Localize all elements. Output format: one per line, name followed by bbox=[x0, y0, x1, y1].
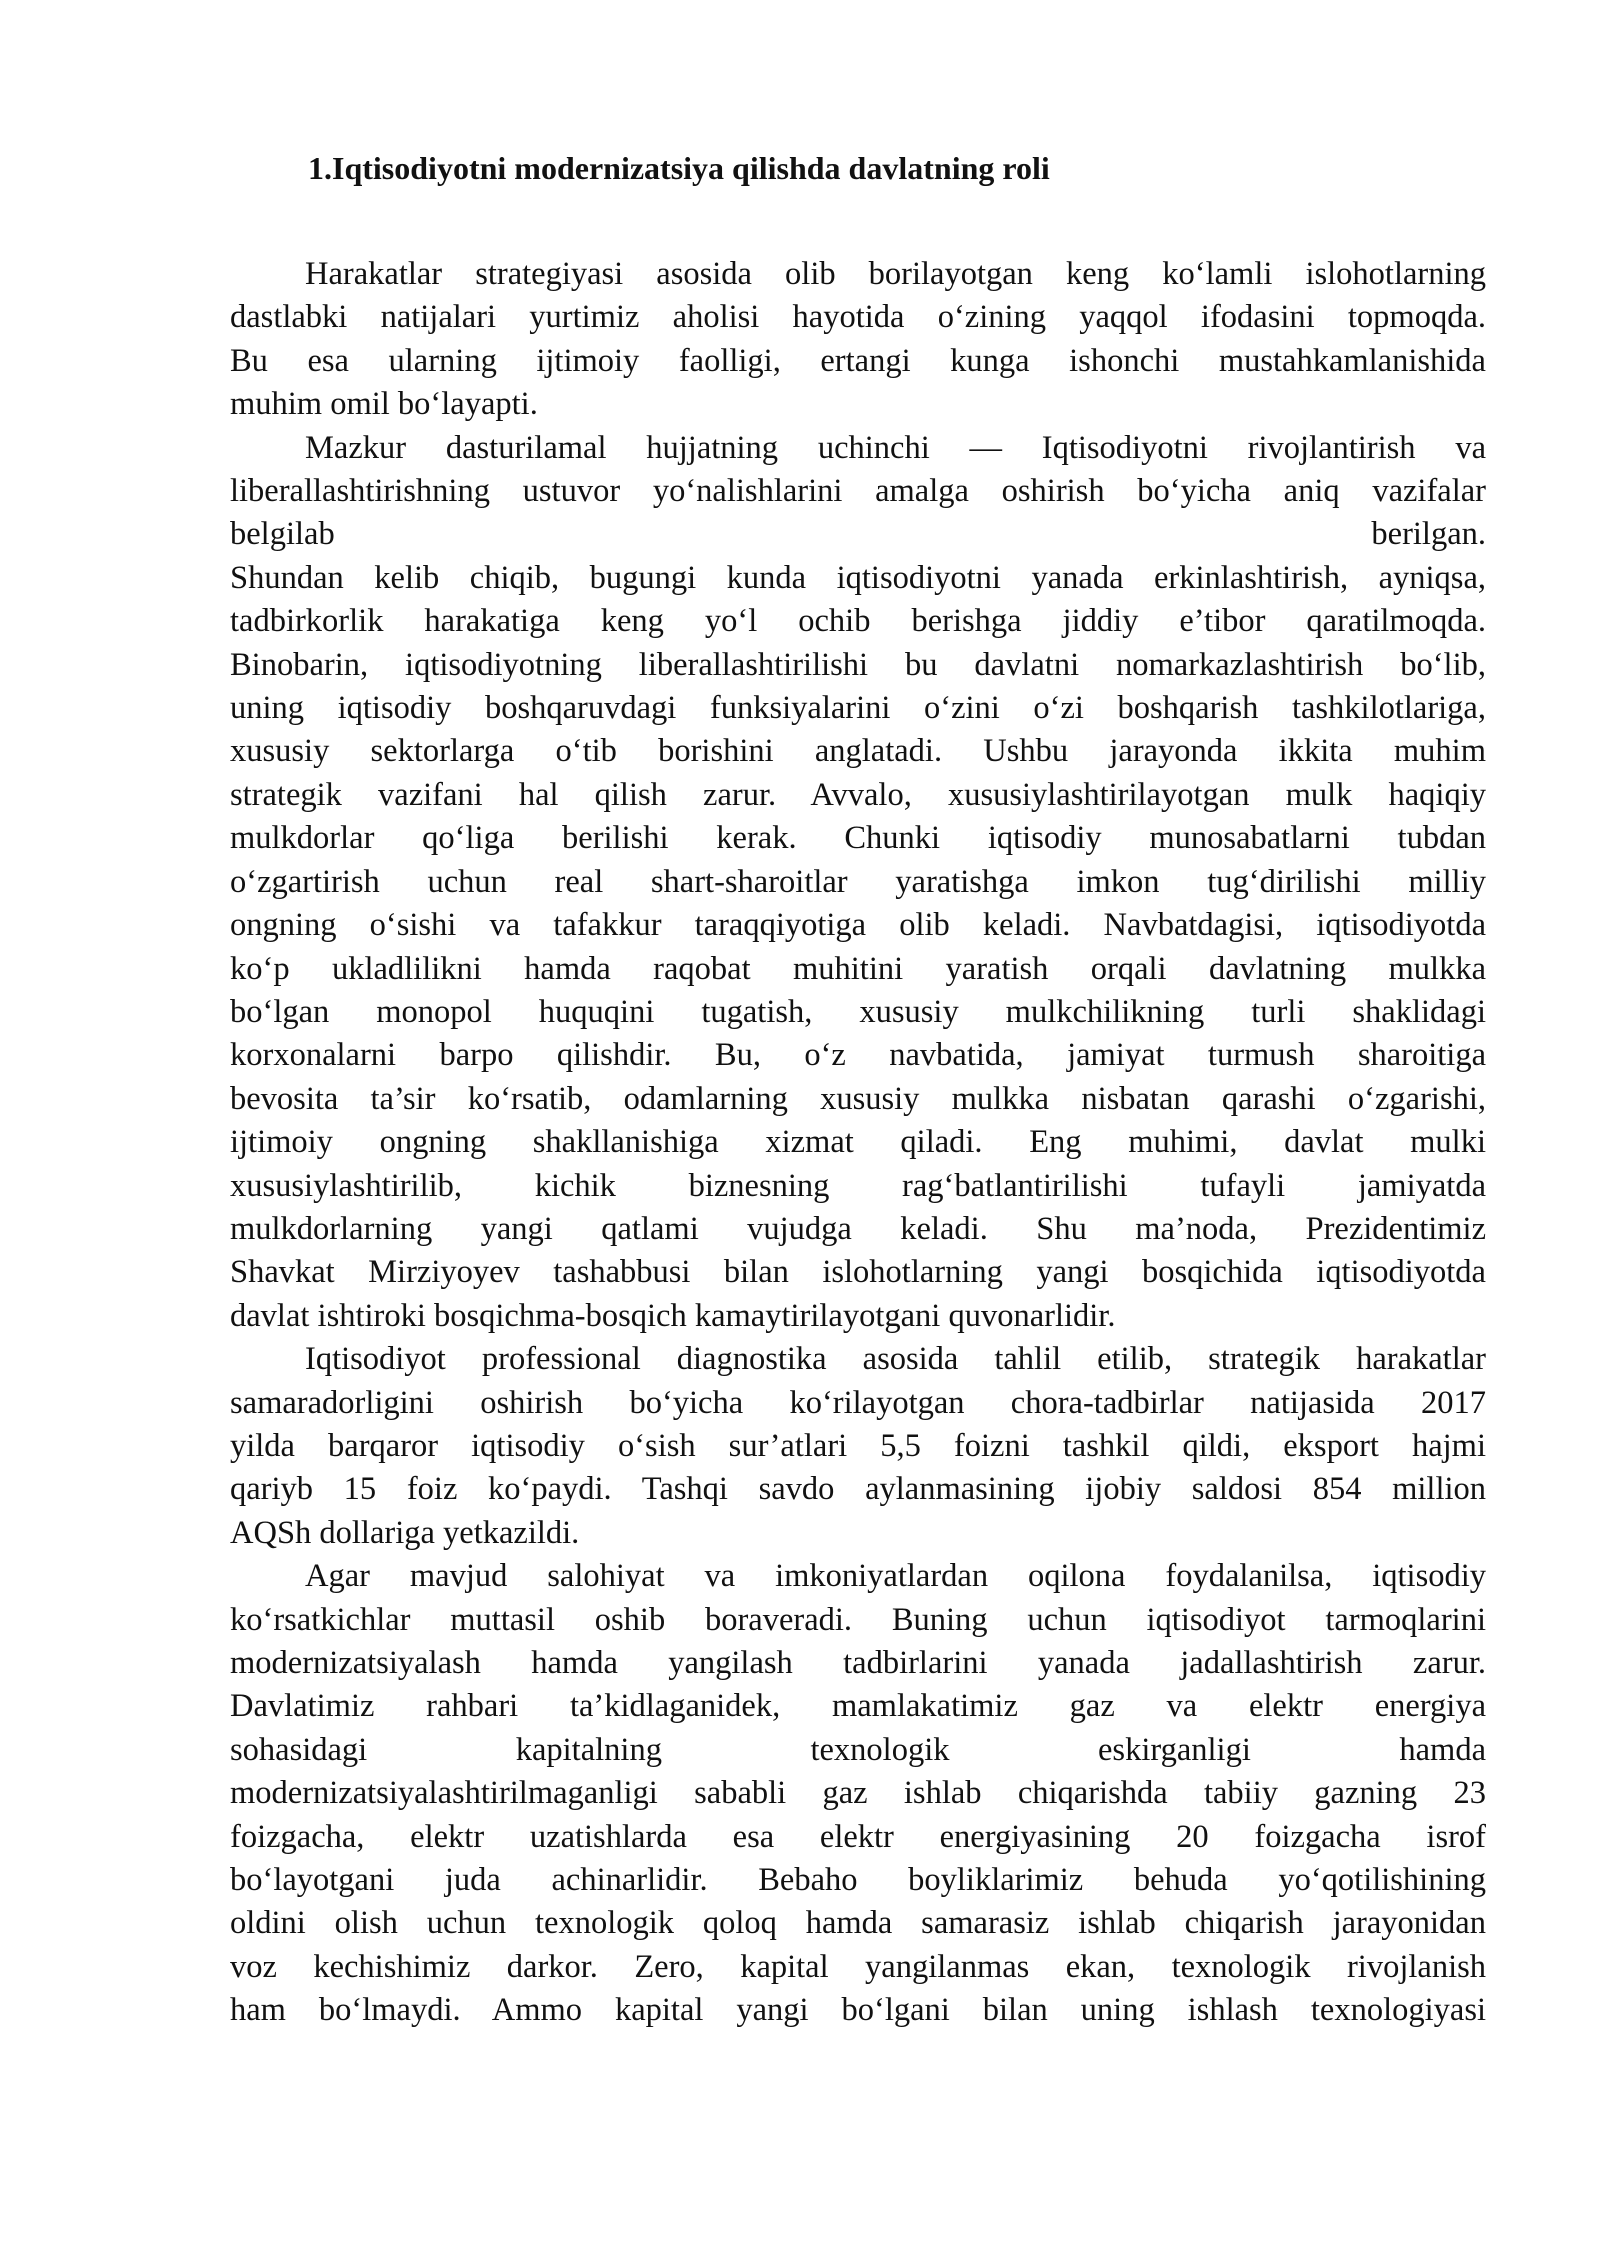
text-line: Shundan kelib chiqib, bugungi kunda iqtisodiyotni yanada erkinlashtirish, ayniqsa, bbox=[230, 559, 1486, 596]
text-line: xususiylashtirilib, kichik biznesning rag‘batlantirilishi tufayli jamiyatda bbox=[230, 1167, 1486, 1204]
text-line: Iqtisodiyot professional diagnostika asosida tahlil etilib, strategik harakatlar bbox=[305, 1341, 1486, 1378]
text-line: Bu esa ularning ijtimoiy faolligi, ertangi kunga ishonchi mustahkamlanishida bbox=[230, 342, 1486, 379]
text-line: tadbirkorlik harakatiga keng yo‘l ochib berishga jiddiy e’tibor qaratilmoqda. bbox=[230, 603, 1486, 640]
text-line: mulkdorlar qo‘liga berilishi kerak. Chunki iqtisodiy munosabatlarni tubdan bbox=[230, 820, 1486, 857]
text-line: davlat ishtiroki bosqichma-bosqich kamaytirilayotgani quvonarlidir. bbox=[230, 1297, 1116, 1334]
text-line: Mazkur dasturilamal hujjatning uchinchi — Iqtisodiyotni rivojlantirish va bbox=[305, 429, 1486, 466]
text-line: ongning o‘sishi va tafakkur taraqqiyotiga olib keladi. Navbatdagisi, iqtisodiyotda bbox=[230, 907, 1486, 944]
text-line: oldini olish uchun texnologik qoloq hamda samarasiz ishlab chiqarish jarayonidan bbox=[230, 1905, 1486, 1942]
text-line: sohasidagi kapitalning texnologik eskirganligi hamda bbox=[230, 1731, 1486, 1768]
text-line: yilda barqaror iqtisodiy o‘sish sur’atlari 5,5 foizni tashkil qildi, eksport hajmi bbox=[230, 1427, 1486, 1464]
text-line: modernizatsiyalashtirilmaganligi sababli gaz ishlab chiqarishda tabiiy gazning 23 bbox=[230, 1775, 1486, 1812]
text-line: ijtimoiy ongning shakllanishiga xizmat qiladi. Eng muhimi, davlat mulki bbox=[230, 1124, 1486, 1161]
text-line: foizgacha, elektr uzatishlarda esa elektr energiyasining 20 foizgacha isrof bbox=[230, 1818, 1486, 1855]
text-line: ko‘rsatkichlar muttasil oshib boraveradi. Buning uchun iqtisodiyot tarmoqlarini bbox=[230, 1601, 1486, 1638]
text-line: modernizatsiyalash hamda yangilash tadbirlarini yanada jadallashtirish zarur. bbox=[230, 1645, 1486, 1681]
text-line: samaradorligini oshirish bo‘yicha ko‘rilayotgan chora-tadbirlar natijasida 2017 bbox=[230, 1384, 1486, 1421]
document-title: 1.Iqtisodiyotni modernizatsiya qilishda davlatning roli bbox=[308, 150, 1050, 186]
text-line: AQSh dollariga yetkazildi. bbox=[230, 1514, 580, 1551]
text-line: korxonalarni barpo qilishdir. Bu, o‘z navbatida, jamiyat turmush sharoitiga bbox=[230, 1037, 1486, 1074]
text-line: bo‘lgan monopol huquqini tugatish, xususiy mulkchilikning turli shaklidagi bbox=[230, 993, 1486, 1030]
text-line: mulkdorlarning yangi qatlami vujudga keladi. Shu ma’noda, Prezidentimiz bbox=[230, 1210, 1486, 1247]
text-line: liberallashtirishning ustuvor yo‘nalishlarini amalga oshirish bo‘yicha aniq vazifalar bbox=[230, 473, 1486, 510]
text-line: strategik vazifani hal qilish zarur. Avvalo, xususiylashtirilayotgan mulk haqiqiy bbox=[230, 776, 1486, 813]
text-line: bevosita ta’sir ko‘rsatib, odamlarning xususiy mulkka nisbatan qarashi o‘zgarishi, bbox=[230, 1080, 1486, 1117]
text-line: o‘zgartirish uchun real shart-sharoitlar yaratishga imkon tug‘dirilishi milliy bbox=[230, 863, 1486, 900]
text-line: xususiy sektorlarga o‘tib borishini anglatadi. Ushbu jarayonda ikkita muhim bbox=[230, 733, 1486, 770]
text-line: Binobarin, iqtisodiyotning liberallashtirilishi bu davlatni nomarkazlashtirish bo‘lib, bbox=[230, 646, 1486, 683]
text-line: bo‘layotgani juda achinarlidir. Bebaho boyliklarimiz behuda yo‘qotilishining bbox=[230, 1862, 1486, 1899]
text-line: belgilab berilgan. bbox=[230, 516, 1486, 553]
document-body bbox=[230, 253, 1486, 2033]
text-line: qariyb 15 foiz ko‘paydi. Tashqi savdo aylanmasining ijobiy saldosi 854 million bbox=[230, 1471, 1486, 1508]
text-line: muhim omil bo‘layapti. bbox=[230, 386, 538, 423]
text-line: ko‘p ukladlilikni hamda raqobat muhitini yaratish orqali davlatning mulkka bbox=[230, 950, 1486, 987]
text-line: Harakatlar strategiyasi asosida olib borilayotgan keng ko‘lamli islohotlarning bbox=[305, 256, 1486, 292]
text-line: voz kechishimiz darkor. Zero, kapital yangilanmas ekan, texnologik rivojlanish bbox=[230, 1948, 1486, 1985]
text-line: Agar mavjud salohiyat va imkoniyatlardan oqilona foydalanilsa, iqtisodiy bbox=[305, 1558, 1486, 1595]
text-line: Shavkat Mirziyoyev tashabbusi bilan islohotlarning yangi bosqichida iqtisodiyotda bbox=[230, 1254, 1486, 1291]
text-line: uning iqtisodiy boshqaruvdagi funksiyalarini o‘zini o‘zi boshqarish tashkilotlariga, bbox=[230, 690, 1486, 727]
text-line: dastlabki natijalari yurtimiz aholisi hayotida o‘zining yaqqol ifodasini topmoqda. bbox=[230, 299, 1486, 336]
text-line: ham bo‘lmaydi. Ammo kapital yangi bo‘lgani bilan uning ishlash texnologiyasi bbox=[230, 1992, 1486, 2029]
text-line: Davlatimiz rahbari ta’kidlaganidek, mamlakatimiz gaz va elektr energiya bbox=[230, 1688, 1486, 1725]
